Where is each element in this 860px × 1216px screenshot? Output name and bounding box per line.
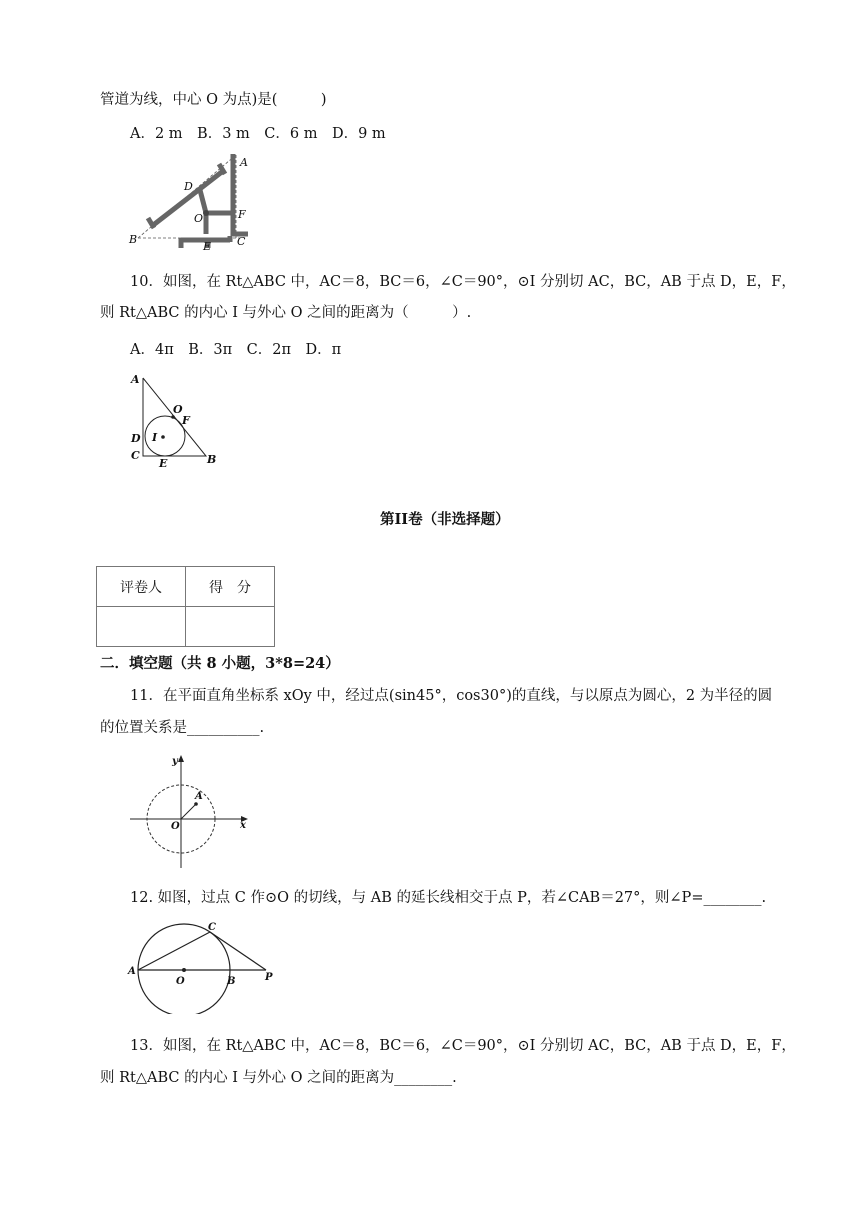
q10-label-B: B [207,453,217,466]
q11-label-O: O [171,821,180,832]
q10-line1: 10．如图，在 Rt△ABC 中，AC＝8，BC＝6，∠C＝90°，⊙I 分别切 AC，BC，AB 于点 D，E，F， [130,274,796,290]
score-table-grader-header: 评卷人 [97,567,186,607]
q12-label-P: P [265,972,273,983]
q11-label-y: y [172,756,178,767]
q12-label-B: B [227,976,236,987]
q11-label-x: x [240,820,246,831]
q13-line2: 则 Rt△ABC 的内心 I 与外心 O 之间的距离为________. [100,1070,457,1086]
score-table-grader-cell[interactable] [97,607,186,647]
q12-label-C: C [208,922,216,933]
q9-pipe-figure [126,150,256,254]
q9-options: A．2 m B．3 m C．6 m D．9 m [130,126,386,142]
q9-label-O: O [194,212,204,225]
score-table-score-header: 得 分 [186,567,275,607]
q9-label-D: D [184,180,193,193]
q10-label-I: I [152,431,158,444]
q11-line1: 11．在平面直角坐标系 xOy 中，经过点(sin45°，cos30°)的直线，与以原点为圆心，2 为半径的圆 [130,688,773,704]
q12-label-A: A [128,966,136,977]
q13-line1: 13．如图，在 Rt△ABC 中，AC＝8，BC＝6，∠C＝90°，⊙I 分别切 AC，BC，AB 于点 D，E，F， [130,1038,796,1054]
q10-triangle-figure [128,368,220,468]
q9-label-C: C [237,235,246,248]
section-fill-blank-heading: 二．填空题（共 8 小题，3*8=24） [100,655,340,672]
q10-label-C: C [131,449,140,462]
q10-line2: 则 Rt△ABC 的内心 I 与外心 O 之间的距离为（ ）. [100,305,472,321]
q9-stem-tail: 管道为线，中心 O 为点)是( ) [100,92,327,108]
q9-label-B: B [129,233,138,246]
q10-label-A: A [131,373,140,386]
q10-label-F: F [182,414,190,427]
q12-line1: 12. 如图，过点 C 作⊙O 的切线，与 AB 的延长线相交于点 P，若∠CAB＝27°，则∠P=________. [130,890,767,906]
score-table-score-cell[interactable] [186,607,275,647]
q10-label-O: O [173,403,183,416]
q9-label-F: F [238,208,246,221]
q9-label-A: A [240,156,248,169]
q9-label-E: E [203,240,212,253]
q11-coordinate-figure [128,752,252,870]
q10-options: A．4π B．3π C．2π D．π [130,342,342,358]
part2-title: 第II卷（非选择题） [380,511,510,528]
q11-line2: 的位置关系是__________. [100,720,265,736]
q10-label-D: D [131,432,141,445]
q12-label-O: O [176,976,185,987]
q11-label-A: A [195,791,203,802]
q10-label-E: E [159,457,168,468]
q12-tangent-figure [124,922,284,1014]
score-table [96,566,275,647]
